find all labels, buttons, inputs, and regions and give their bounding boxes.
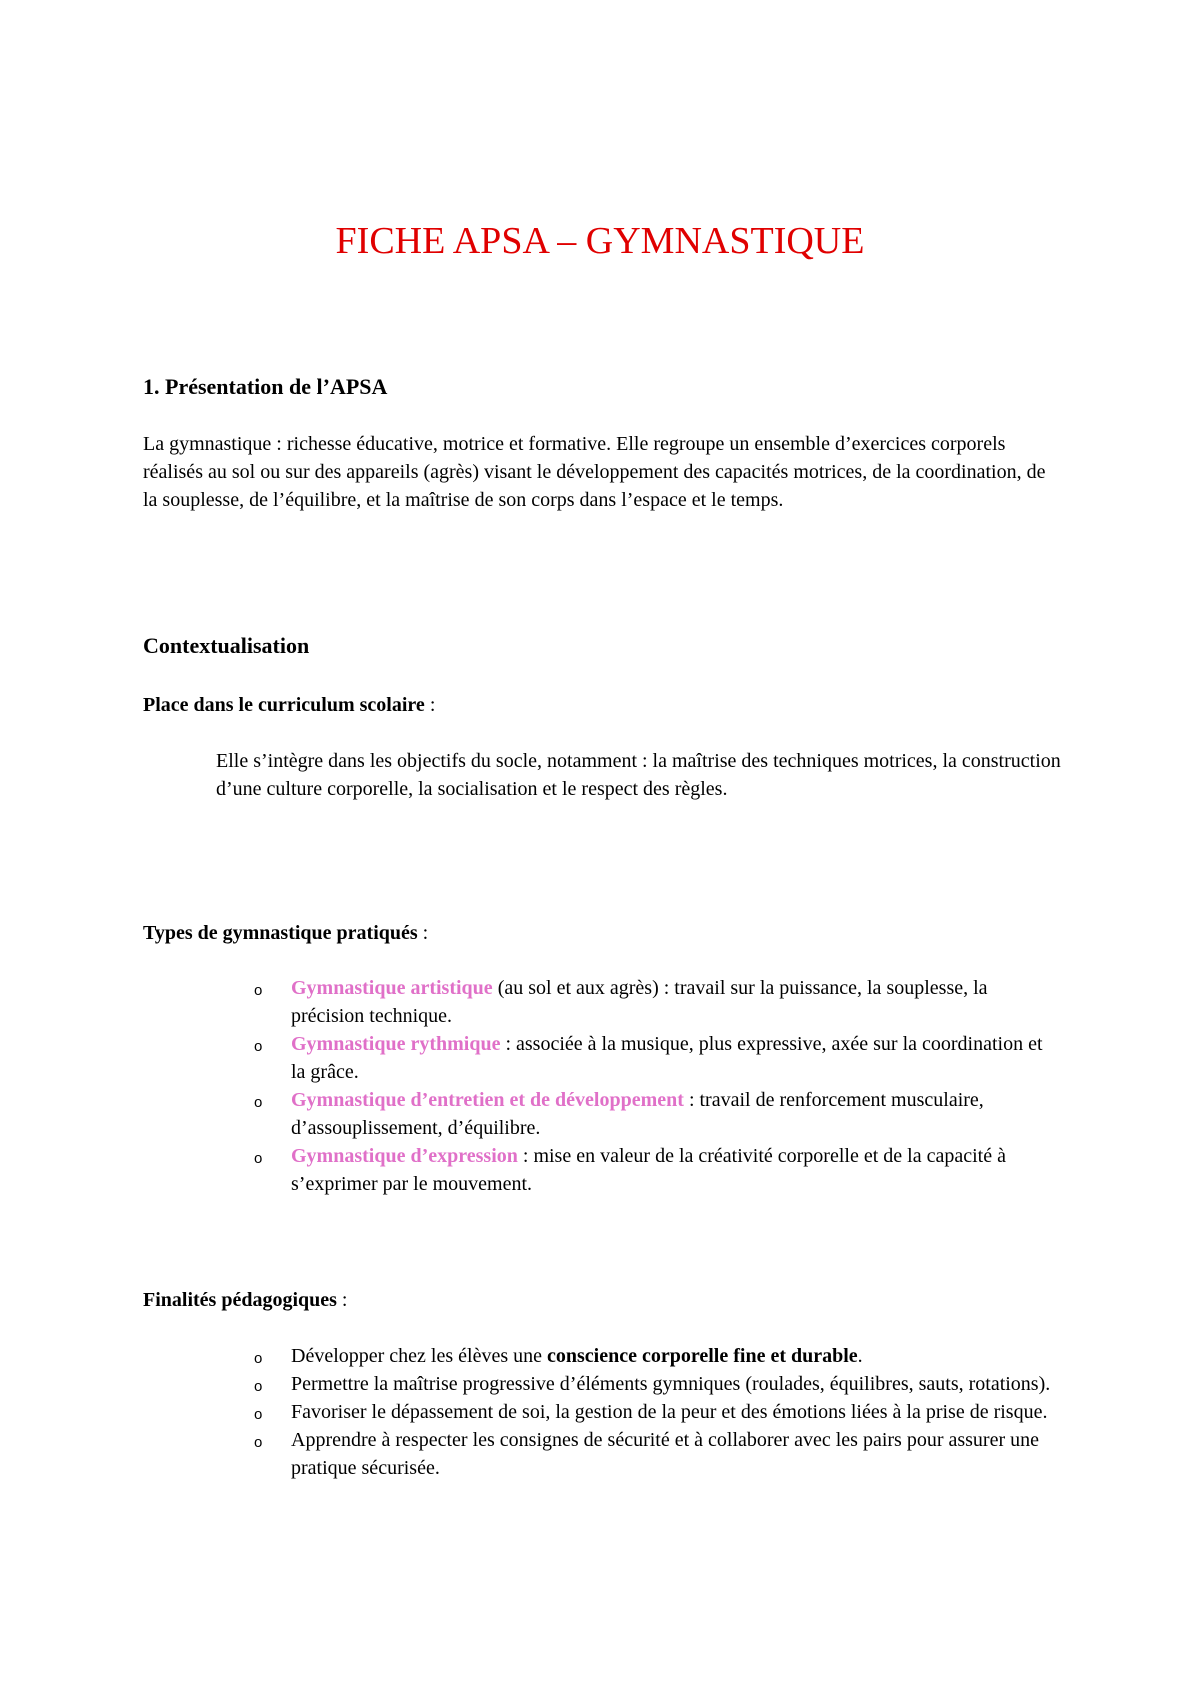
finalites-list <box>0 1342 1061 1482</box>
list-item <box>0 1370 1061 1398</box>
type-name: Gymnastique rythmique <box>291 1033 501 1055</box>
section-heading-presentation: 1. Présentation de l’APSA <box>143 374 388 399</box>
type-description: : associée à la musique, plus expressive, axée sur la coordination et la grâce. <box>291 1033 1043 1083</box>
bullet-icon: o <box>254 1094 263 1111</box>
subheading-suffix: : <box>336 1289 348 1311</box>
item-text: Permettre la maîtrise progressive d’éléments gymniques (roulades, équilibres, sauts, rotations). <box>291 1373 1051 1395</box>
list-item <box>0 1342 1061 1370</box>
subheading-types <box>143 919 428 947</box>
type-description: : mise en valeur de la créativité corporelle et de la capacité à s’exprimer par le mouvement. <box>291 1145 1006 1195</box>
types-list <box>0 974 1061 1198</box>
bullet-icon: o <box>254 1038 263 1055</box>
subheading-suffix: : <box>424 694 436 716</box>
subheading-place-curriculum <box>143 691 435 719</box>
type-description: (au sol et aux agrès) : travail sur la puissance, la souplesse, la précision technique. <box>291 977 988 1027</box>
list-item <box>0 1030 1061 1086</box>
bullet-icon: o <box>254 1150 263 1167</box>
type-description: : travail de renforcement musculaire, d’assouplissement, d’équilibre. <box>291 1089 984 1139</box>
item-text: Apprendre à respecter les consignes de sécurité et à collaborer avec les pairs pour assurer une pratique sécurisée. <box>291 1429 1039 1479</box>
item-text-bold: conscience corporelle fine et durable <box>547 1345 858 1367</box>
presentation-paragraph: La gymnastique : richesse éducative, motrice et formative. Elle regroupe un ensemble d’exercices corporels réalisés au sol ou sur des appareils (agrès) visant le développement des capacités motrices, de la coordination, de la souplesse, de l’équilibre, et la maîtrise de son corps dans l’espace et le temps. <box>143 433 1046 511</box>
type-name: Gymnastique artistique <box>291 977 493 999</box>
page-title: FICHE APSA – GYMNASTIQUE <box>335 220 865 262</box>
place-paragraph: Elle s’intègre dans les objectifs du socle, notamment : la maîtrise des techniques motrices, la construction d’une culture corporelle, la socialisation et le respect des règles. <box>216 750 1061 800</box>
subheading-label: Place dans le curriculum scolaire <box>143 694 425 716</box>
list-item <box>0 1142 1061 1198</box>
bullet-icon: o <box>254 1434 263 1451</box>
item-text-before: Développer chez les élèves une <box>291 1345 547 1367</box>
list-item <box>0 1398 1061 1426</box>
type-name: Gymnastique d’expression <box>291 1145 518 1167</box>
bullet-icon: o <box>254 1350 263 1367</box>
subheading-suffix: : <box>417 922 429 944</box>
bullet-icon: o <box>254 982 263 999</box>
list-item <box>0 1086 1061 1142</box>
list-item <box>0 974 1061 1030</box>
bullet-icon: o <box>254 1406 263 1423</box>
bullet-icon: o <box>254 1378 263 1395</box>
subheading-label: Finalités pédagogiques <box>143 1289 337 1311</box>
section-heading-contextualisation: Contextualisation <box>143 633 310 658</box>
item-text: Favoriser le dépassement de soi, la gestion de la peur et des émotions liées à la prise de risque. <box>291 1401 1048 1423</box>
list-item <box>0 1426 1061 1482</box>
subheading-label: Types de gymnastique pratiqués <box>143 922 418 944</box>
type-name: Gymnastique d’entretien et de développement <box>291 1089 684 1111</box>
subheading-finalites <box>143 1286 347 1314</box>
item-text-after: . <box>857 1345 863 1367</box>
